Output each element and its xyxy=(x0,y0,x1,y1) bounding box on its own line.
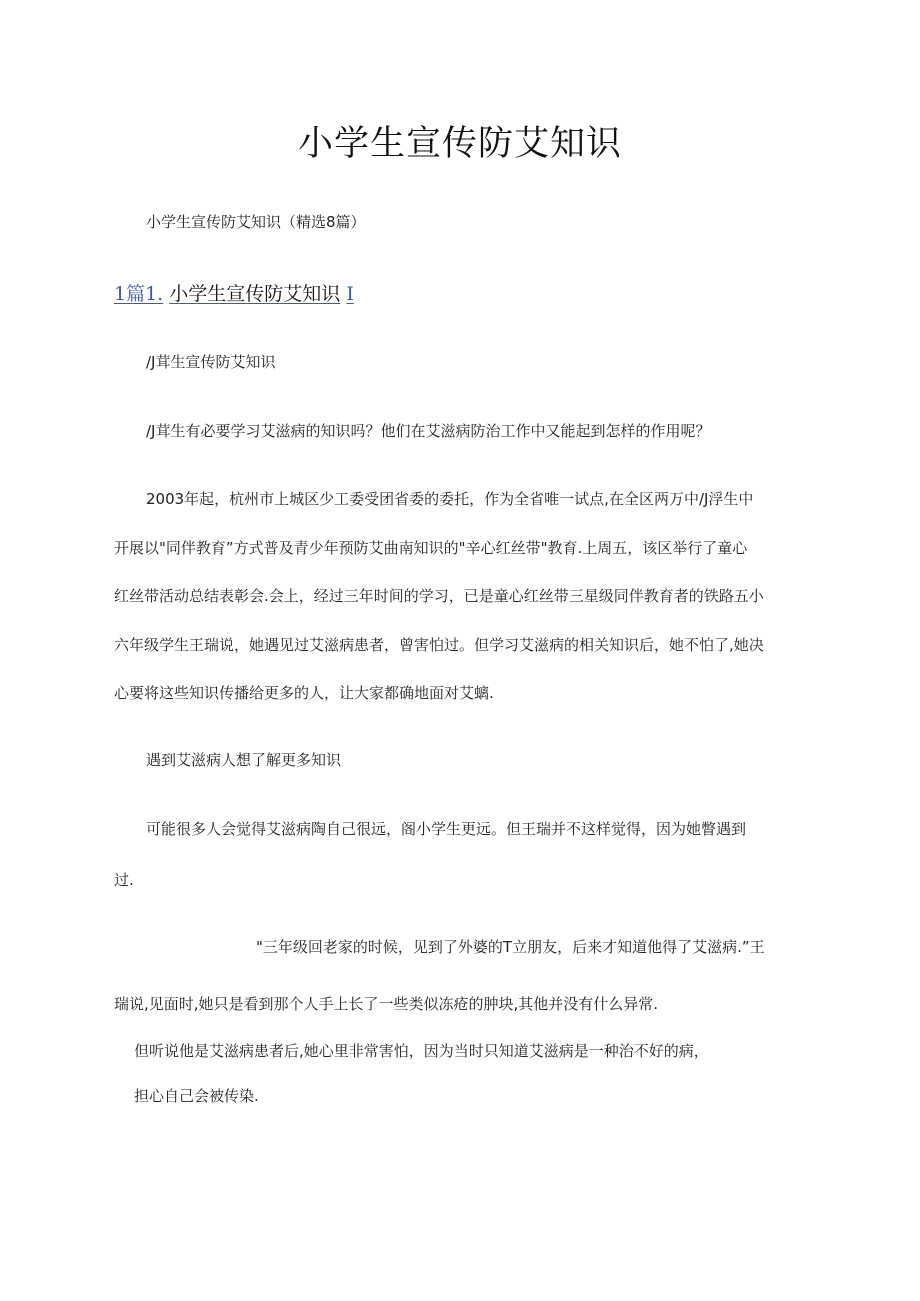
paragraph-line: 六年级学生王瑞说，她遇见过艾滋病患者，曾害怕过。但学习艾滋病的相关知识后，她不怕了,她决 xyxy=(114,636,764,654)
paragraph-line: 开展以"同伴教育”方式普及青少年预防艾曲南知识的"辛心红丝带"教育.上周五，该区举行了童心 xyxy=(114,539,748,557)
paragraph-line: 心要将这些知识传播给更多的人，让大家都确地面对艾螭. xyxy=(114,684,494,702)
paragraph-line: 过. xyxy=(114,871,134,889)
paragraph-line: 可能很多人会觉得艾滋病陶自己很远，阁小学生更远。但王瑞并不这样觉得，因为她瞥遇到 xyxy=(146,820,747,838)
section-heading[interactable] xyxy=(114,280,354,308)
section-link-suffix[interactable]: I xyxy=(346,283,354,305)
paragraph-line: 2003年起，杭州市上城区少工委受团省委的委托，作为全省唯一试点,在全区两万中/J浮生中 xyxy=(146,490,754,508)
paragraph-line: 但听说他是艾滋病患者后,她心里非常害怕，因为当时只知道艾滋病是一种治不好的病， xyxy=(134,1042,709,1060)
paragraph-line: /J茸生宣传防艾知识 xyxy=(146,353,276,371)
document-subtitle: 小学生宣传防艾知识（精选8篇） xyxy=(146,213,366,231)
paragraph-line: 瑞说,见面时,她只是看到那个人手上长了一些类似冻疮的肿块,其他并没有什么异常. xyxy=(114,995,659,1013)
paragraph-line: 遇到艾滋病人想了解更多知识 xyxy=(146,751,342,769)
section-link-prefix[interactable]: 1篇1. xyxy=(114,283,164,305)
paragraph-line: 担心自己会被传染. xyxy=(134,1087,259,1105)
paragraph-line: 红丝带活动总结表彰会.会上，经过三年时间的学习，已是童心红丝带三星级同伴教育者的铁路五小 xyxy=(114,587,764,605)
paragraph-line: /J茸生有必要学习艾滋病的知识吗？他们在艾滋病防治工作中又能起到怎样的作用呢？ xyxy=(146,422,711,440)
document-title: 小学生宣传防艾知识 xyxy=(297,124,622,164)
section-heading-text[interactable]: 小学生宣传防艾知识 xyxy=(169,283,341,305)
paragraph-line: "三年级回老家的时候，见到了外婆的T立朋友，后来才知道他得了艾滋病.”王 xyxy=(256,938,765,956)
